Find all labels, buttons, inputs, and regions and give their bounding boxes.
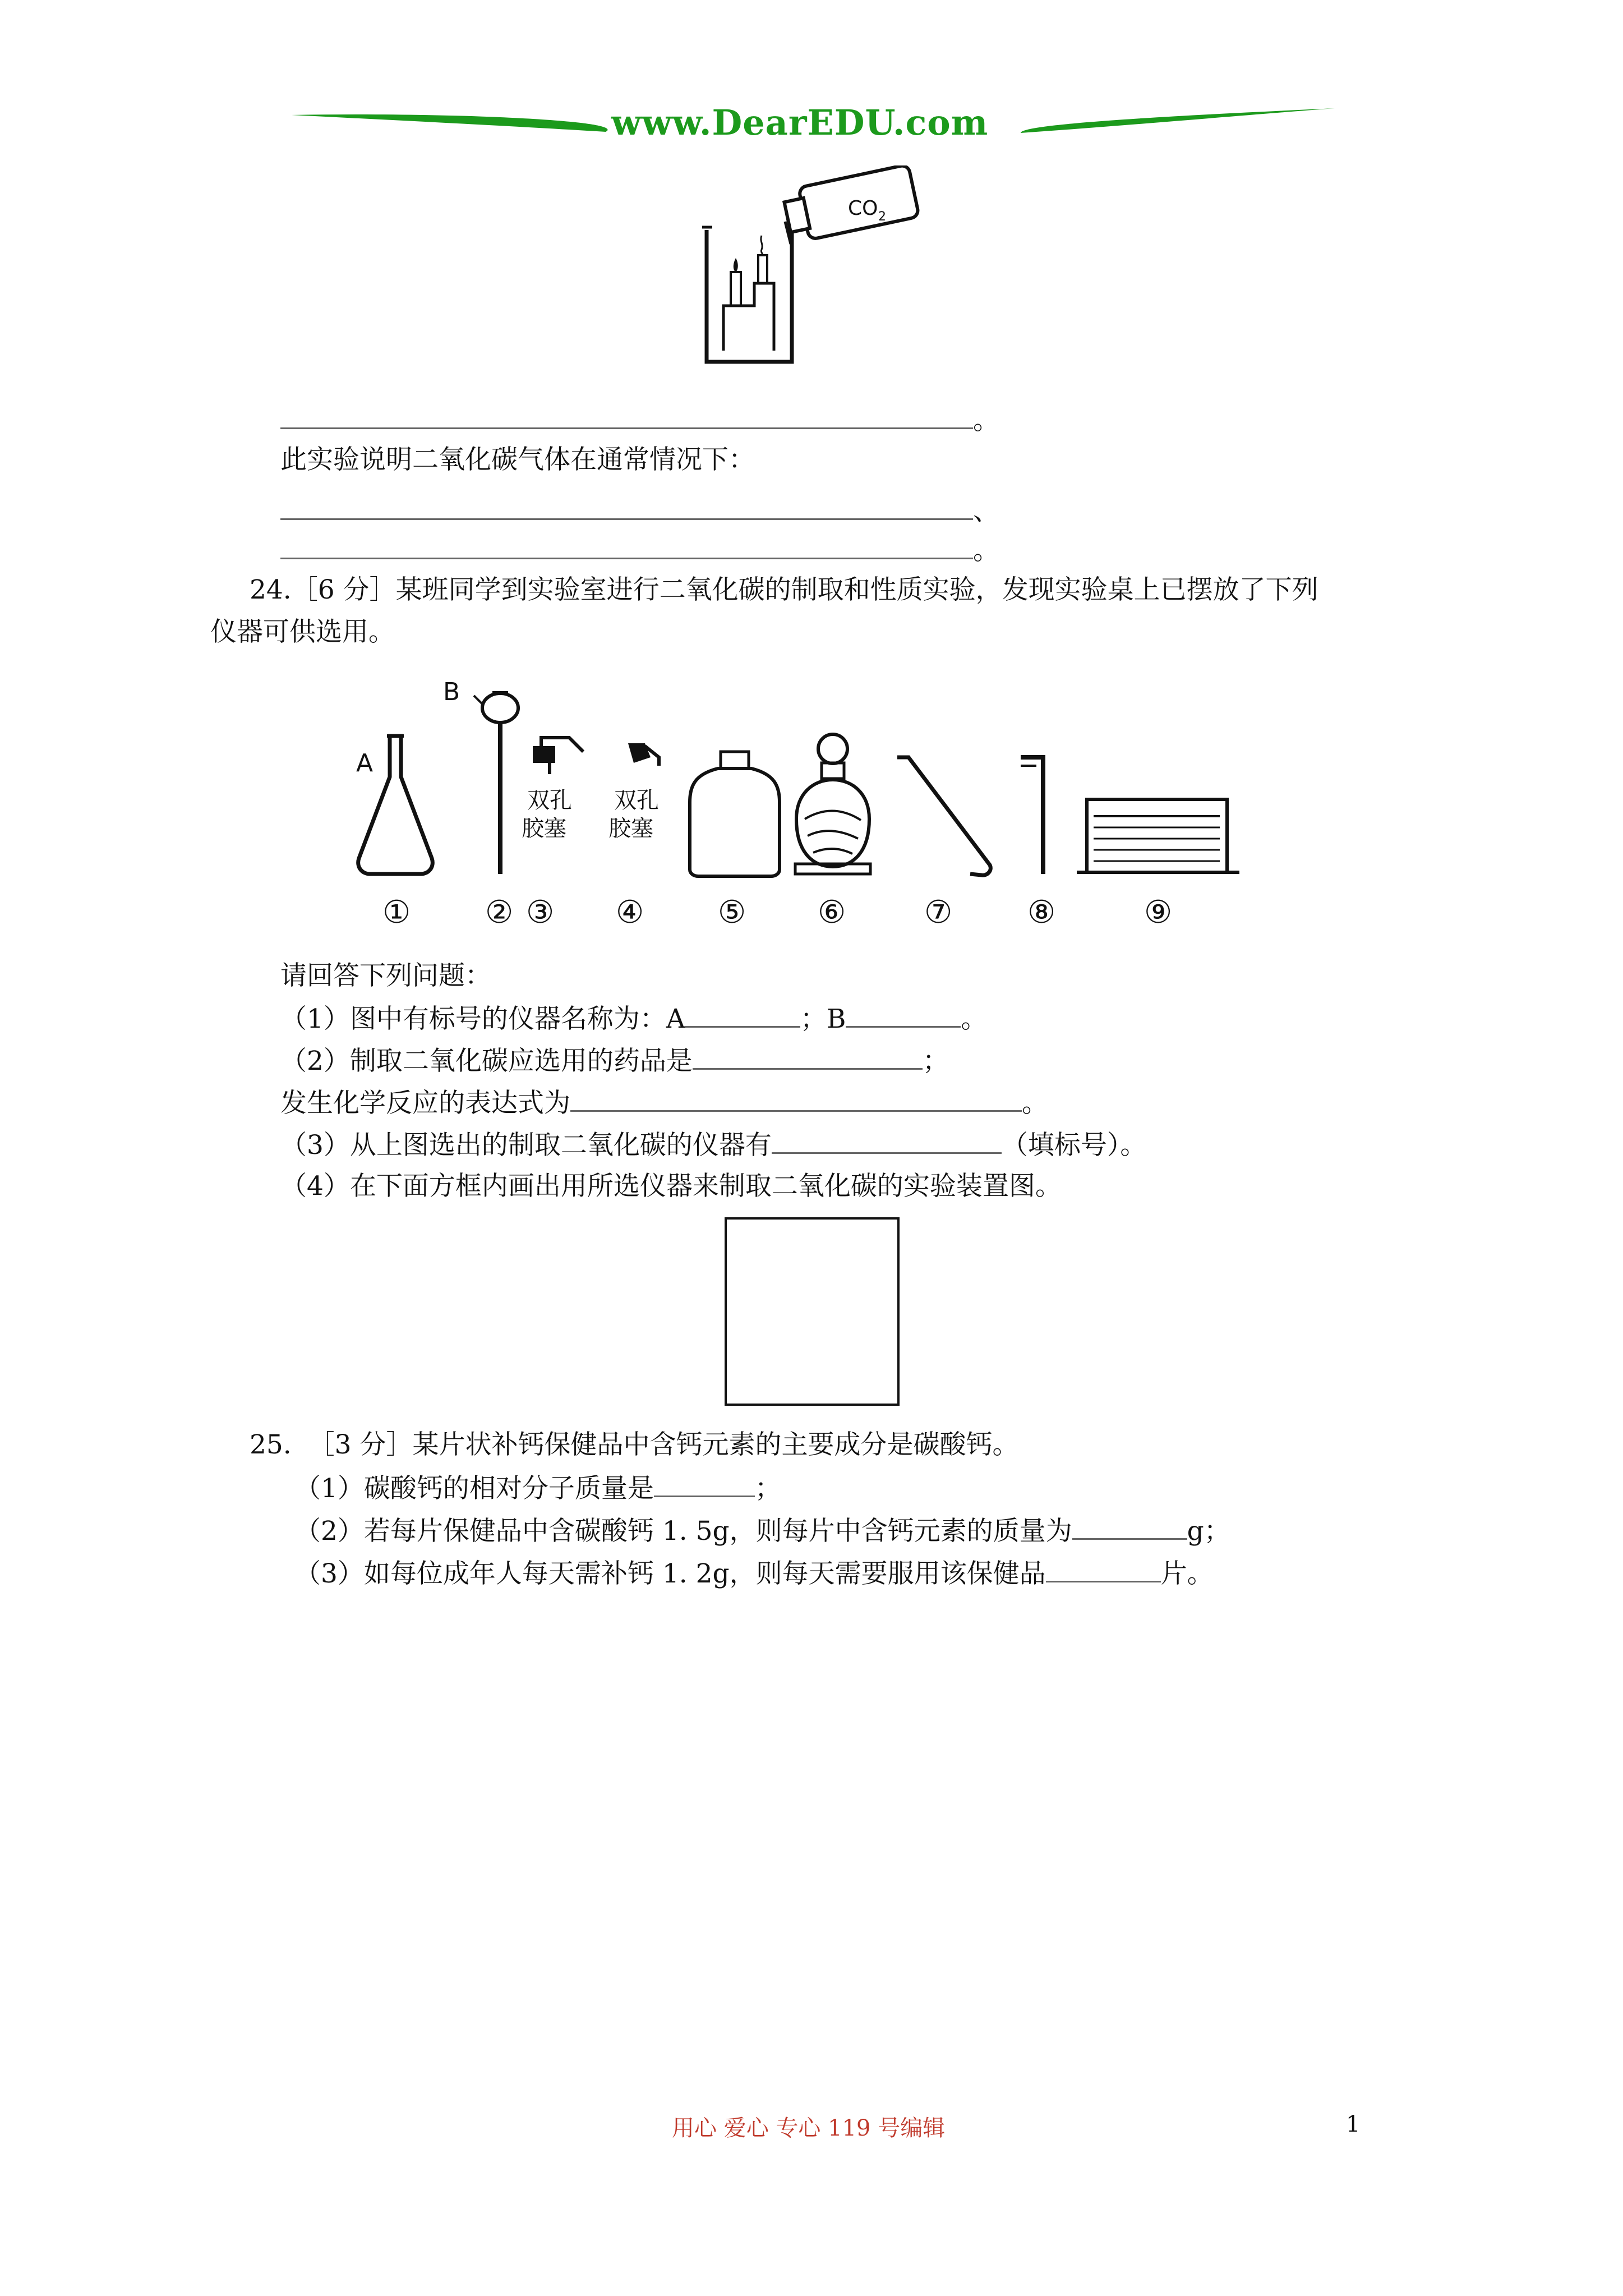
q25-sub1: （1）碳酸钙的相对分子质量是 ； (294, 1471, 781, 1506)
label-a: A (356, 749, 374, 777)
q23-blank-1[interactable] (280, 403, 973, 429)
q24-sub3: （3）从上图选出的制取二氧化碳的仪器有 （填标号）。 (280, 1128, 1146, 1162)
q23-answer-line-2: 、 (280, 494, 999, 528)
double-hole-stopper-icon-3 (533, 738, 583, 774)
long-neck-funnel-icon (474, 693, 518, 874)
water-trough-icon (1077, 799, 1239, 872)
alcohol-lamp-icon (795, 734, 870, 874)
q24-sub4: （4）在下面方框内画出用所选仪器来制取二氧化碳的实验装置图。 (280, 1171, 1062, 1202)
bent-tube-icon (897, 757, 990, 875)
stopper-label-3-line2: 胶塞 (522, 816, 566, 841)
q24-stem-line-2: 仪器可供选用。 (210, 616, 395, 647)
q25-blank-molar-mass[interactable] (654, 1471, 755, 1497)
stopper-label-4-line2: 胶塞 (608, 816, 653, 841)
q24-blank-equation[interactable] (570, 1085, 1022, 1112)
q23-conclusion-intro: 此实验说明二氧化碳气体在通常情况下： (280, 444, 755, 475)
q24-sub1: （1）图中有标号的仪器名称为：A ；B 。 (280, 1001, 987, 1036)
q25-sub2: （2）若每片保健品中含碳酸钙 1. 5g，则每片中含钙元素的质量为 g； (294, 1513, 1230, 1548)
q24-blank-apparatus[interactable] (772, 1128, 1002, 1154)
q24-prompt: 请回答下列问题： (280, 960, 491, 991)
q25-blank-calcium-mass[interactable] (1072, 1513, 1187, 1540)
q25-blank-tablets[interactable] (1046, 1556, 1161, 1582)
co2-bottle-subscript: 2 (878, 210, 886, 224)
apparatus-number-7: ⑦ (924, 894, 953, 931)
q24-blank-b[interactable] (846, 1001, 961, 1028)
apparatus-number-9: ⑨ (1144, 894, 1173, 931)
q24-sub2: （2）制取二氧化碳应选用的药品是 ； (280, 1043, 949, 1078)
q25-sub3: （3）如每位成年人每天需补钙 1. 2g，则每天需要服用该保健品 片。 (294, 1556, 1214, 1591)
q23-blank-3[interactable] (280, 533, 973, 559)
apparatus-number-3: ③ (526, 894, 555, 931)
q23-answer-line-1: 。 (280, 403, 999, 438)
right-angle-tube-icon (1021, 757, 1043, 874)
co2-pouring-figure (701, 165, 937, 367)
apparatus-number-2: ② (485, 894, 514, 931)
apparatus-number-4: ④ (616, 894, 644, 931)
q23-answer-line-3: 。 (280, 533, 999, 568)
double-hole-stopper-icon-4 (628, 743, 659, 766)
q24-blank-reagents[interactable] (693, 1043, 923, 1070)
label-b: B (443, 678, 460, 706)
q23-blank-2[interactable] (280, 494, 973, 520)
apparatus-number-6: ⑥ (818, 894, 846, 931)
q24-blank-a[interactable] (685, 1001, 800, 1028)
site-banner-title[interactable]: www.DearEDU.com (611, 102, 989, 143)
stopper-label-3-line1: 双孔 (527, 788, 572, 813)
q24-drawing-box[interactable] (725, 1217, 900, 1406)
gas-bottle-icon (690, 752, 780, 876)
stopper-label-4-line1: 双孔 (614, 788, 659, 813)
footer-editor-note: 用心 爱心 专心 119 号编辑 (672, 2115, 946, 2141)
q25-stem: 25. ［3 分］某片状补钙保健品中含钙元素的主要成分是碳酸钙。 (250, 1429, 1019, 1460)
co2-bottle-label: CO (848, 197, 878, 220)
apparatus-number-5: ⑤ (718, 894, 746, 931)
apparatus-number-1: ① (382, 894, 411, 931)
q24-stem-line-1: 24.［6 分］某班同学到实验室进行二氧化碳的制取和性质实验，发现实验桌上已摆放了下列 (250, 574, 1318, 605)
apparatus-number-8: ⑧ (1027, 894, 1056, 931)
page-number: 1 (1346, 2111, 1361, 2137)
q24-sub2-line2: 发生化学反应的表达式为 。 (280, 1085, 1048, 1120)
q24-apparatus-figure (348, 673, 1273, 937)
